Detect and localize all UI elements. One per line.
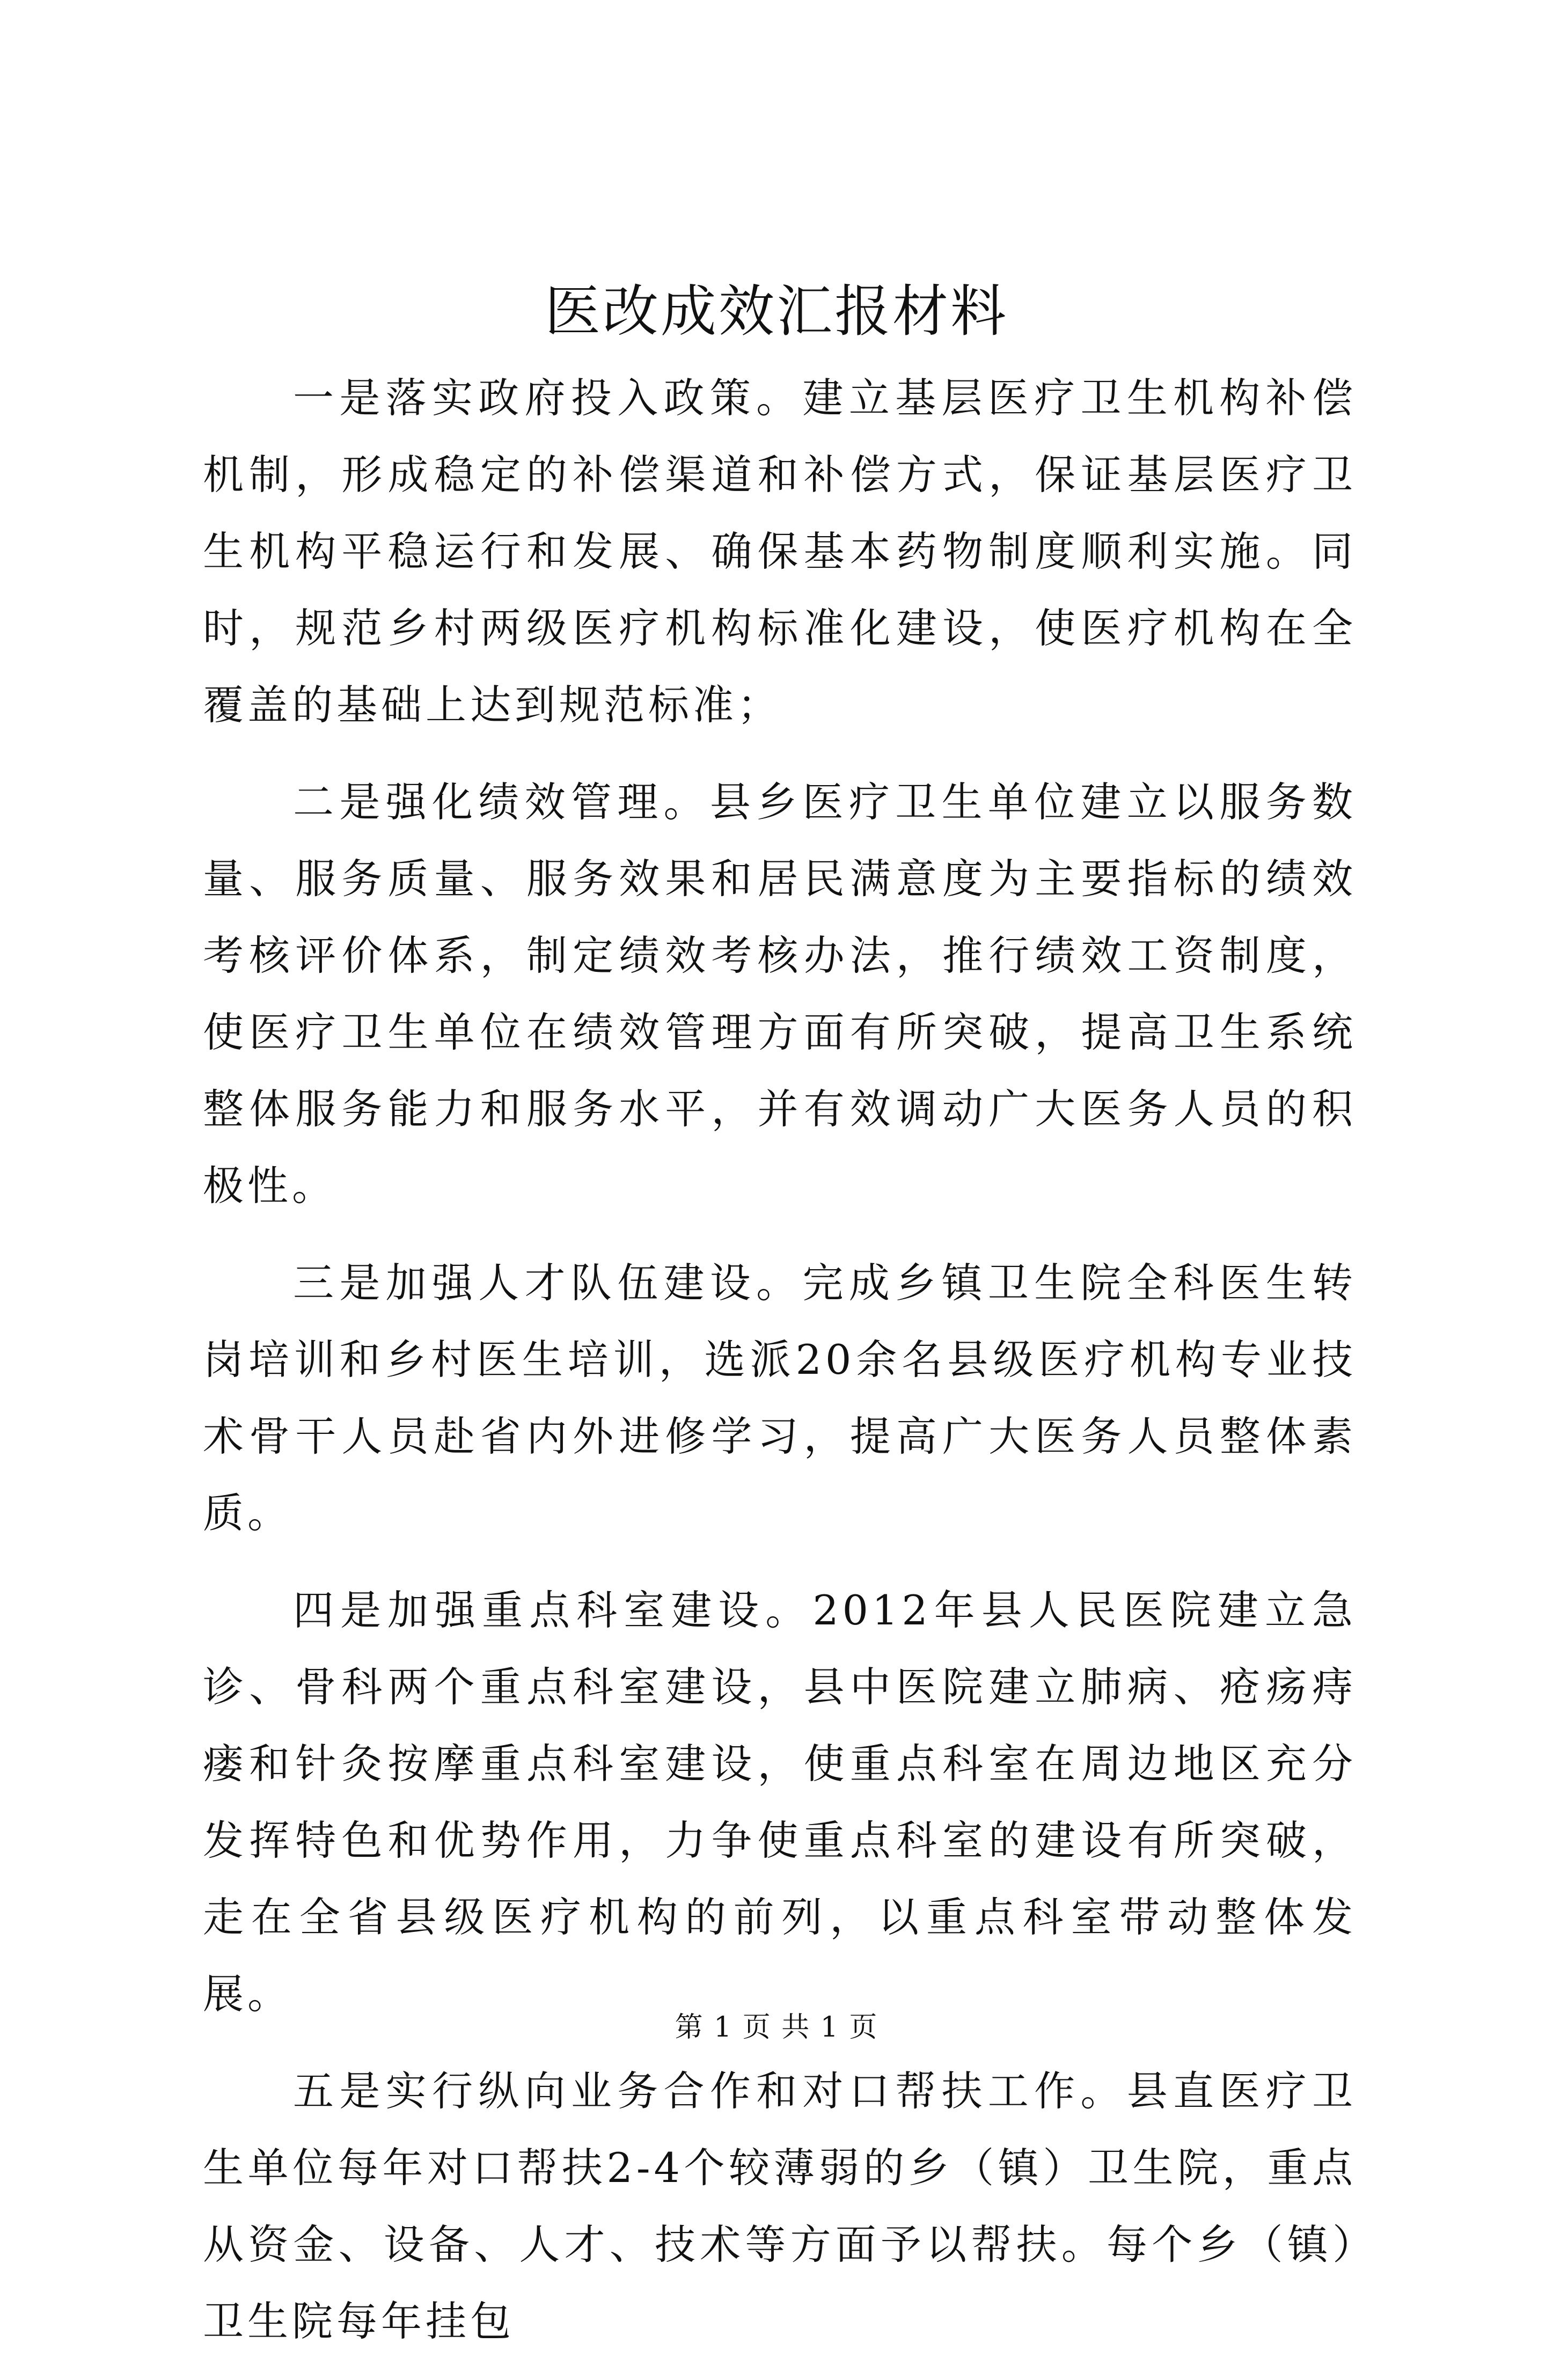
document-body — [203, 360, 1357, 2380]
paragraph-1: 一是落实政府投入政策。建立基层医疗卫生机构补偿机制，形成稳定的补偿渠道和补偿方式，保证基层医疗卫生机构平稳运行和发展、确保基本药物制度顺利实施。同时，规范乡村两级医疗机构标准化建设，使医疗机构在全覆盖的基础上达到规范标准； — [203, 374, 1357, 729]
page-footer: 第 1 页 共 1 页 — [675, 2011, 878, 2044]
document-title: 医改成效汇报材料 — [544, 279, 1008, 344]
paragraph-3: 三是加强人才队伍建设。完成乡镇卫生院全科医生转岗培训和乡村医生培训，选派20余名县级医疗机构专业技术骨干人员赴省内外进修学习，提高广大医务人员整体素质。 — [203, 1259, 1357, 1537]
paragraph-5: 五是实行纵向业务合作和对口帮扶工作。县直医疗卫生单位每年对口帮扶2-4个较薄弱的乡（镇）卫生院，重点从资金、设备、人才、技术等方面予以帮扶。每个乡（镇）卫生院每年挂包 — [203, 2067, 1357, 2345]
paragraph-4: 四是加强重点科室建设。2012年县人民医院建立急诊、骨科两个重点科室建设，县中医院建立肺病、疮疡痔瘘和针灸按摩重点科室建设，使重点科室在周边地区充分发挥特色和优势作用，力争使重点科室的建设有所突破，走在全省县级医疗机构的前列，以重点科室带动整体发展。 — [203, 1586, 1357, 2018]
paragraph-2: 二是强化绩效管理。县乡医疗卫生单位建立以服务数量、服务质量、服务效果和居民满意度为主要指标的绩效考核评价体系，制定绩效考核办法，推行绩效工资制度，使医疗卫生单位在绩效管理方面有所突破，提高卫生系统整体服务能力和服务水平，并有效调动广大医务人员的积极性。 — [203, 778, 1357, 1210]
